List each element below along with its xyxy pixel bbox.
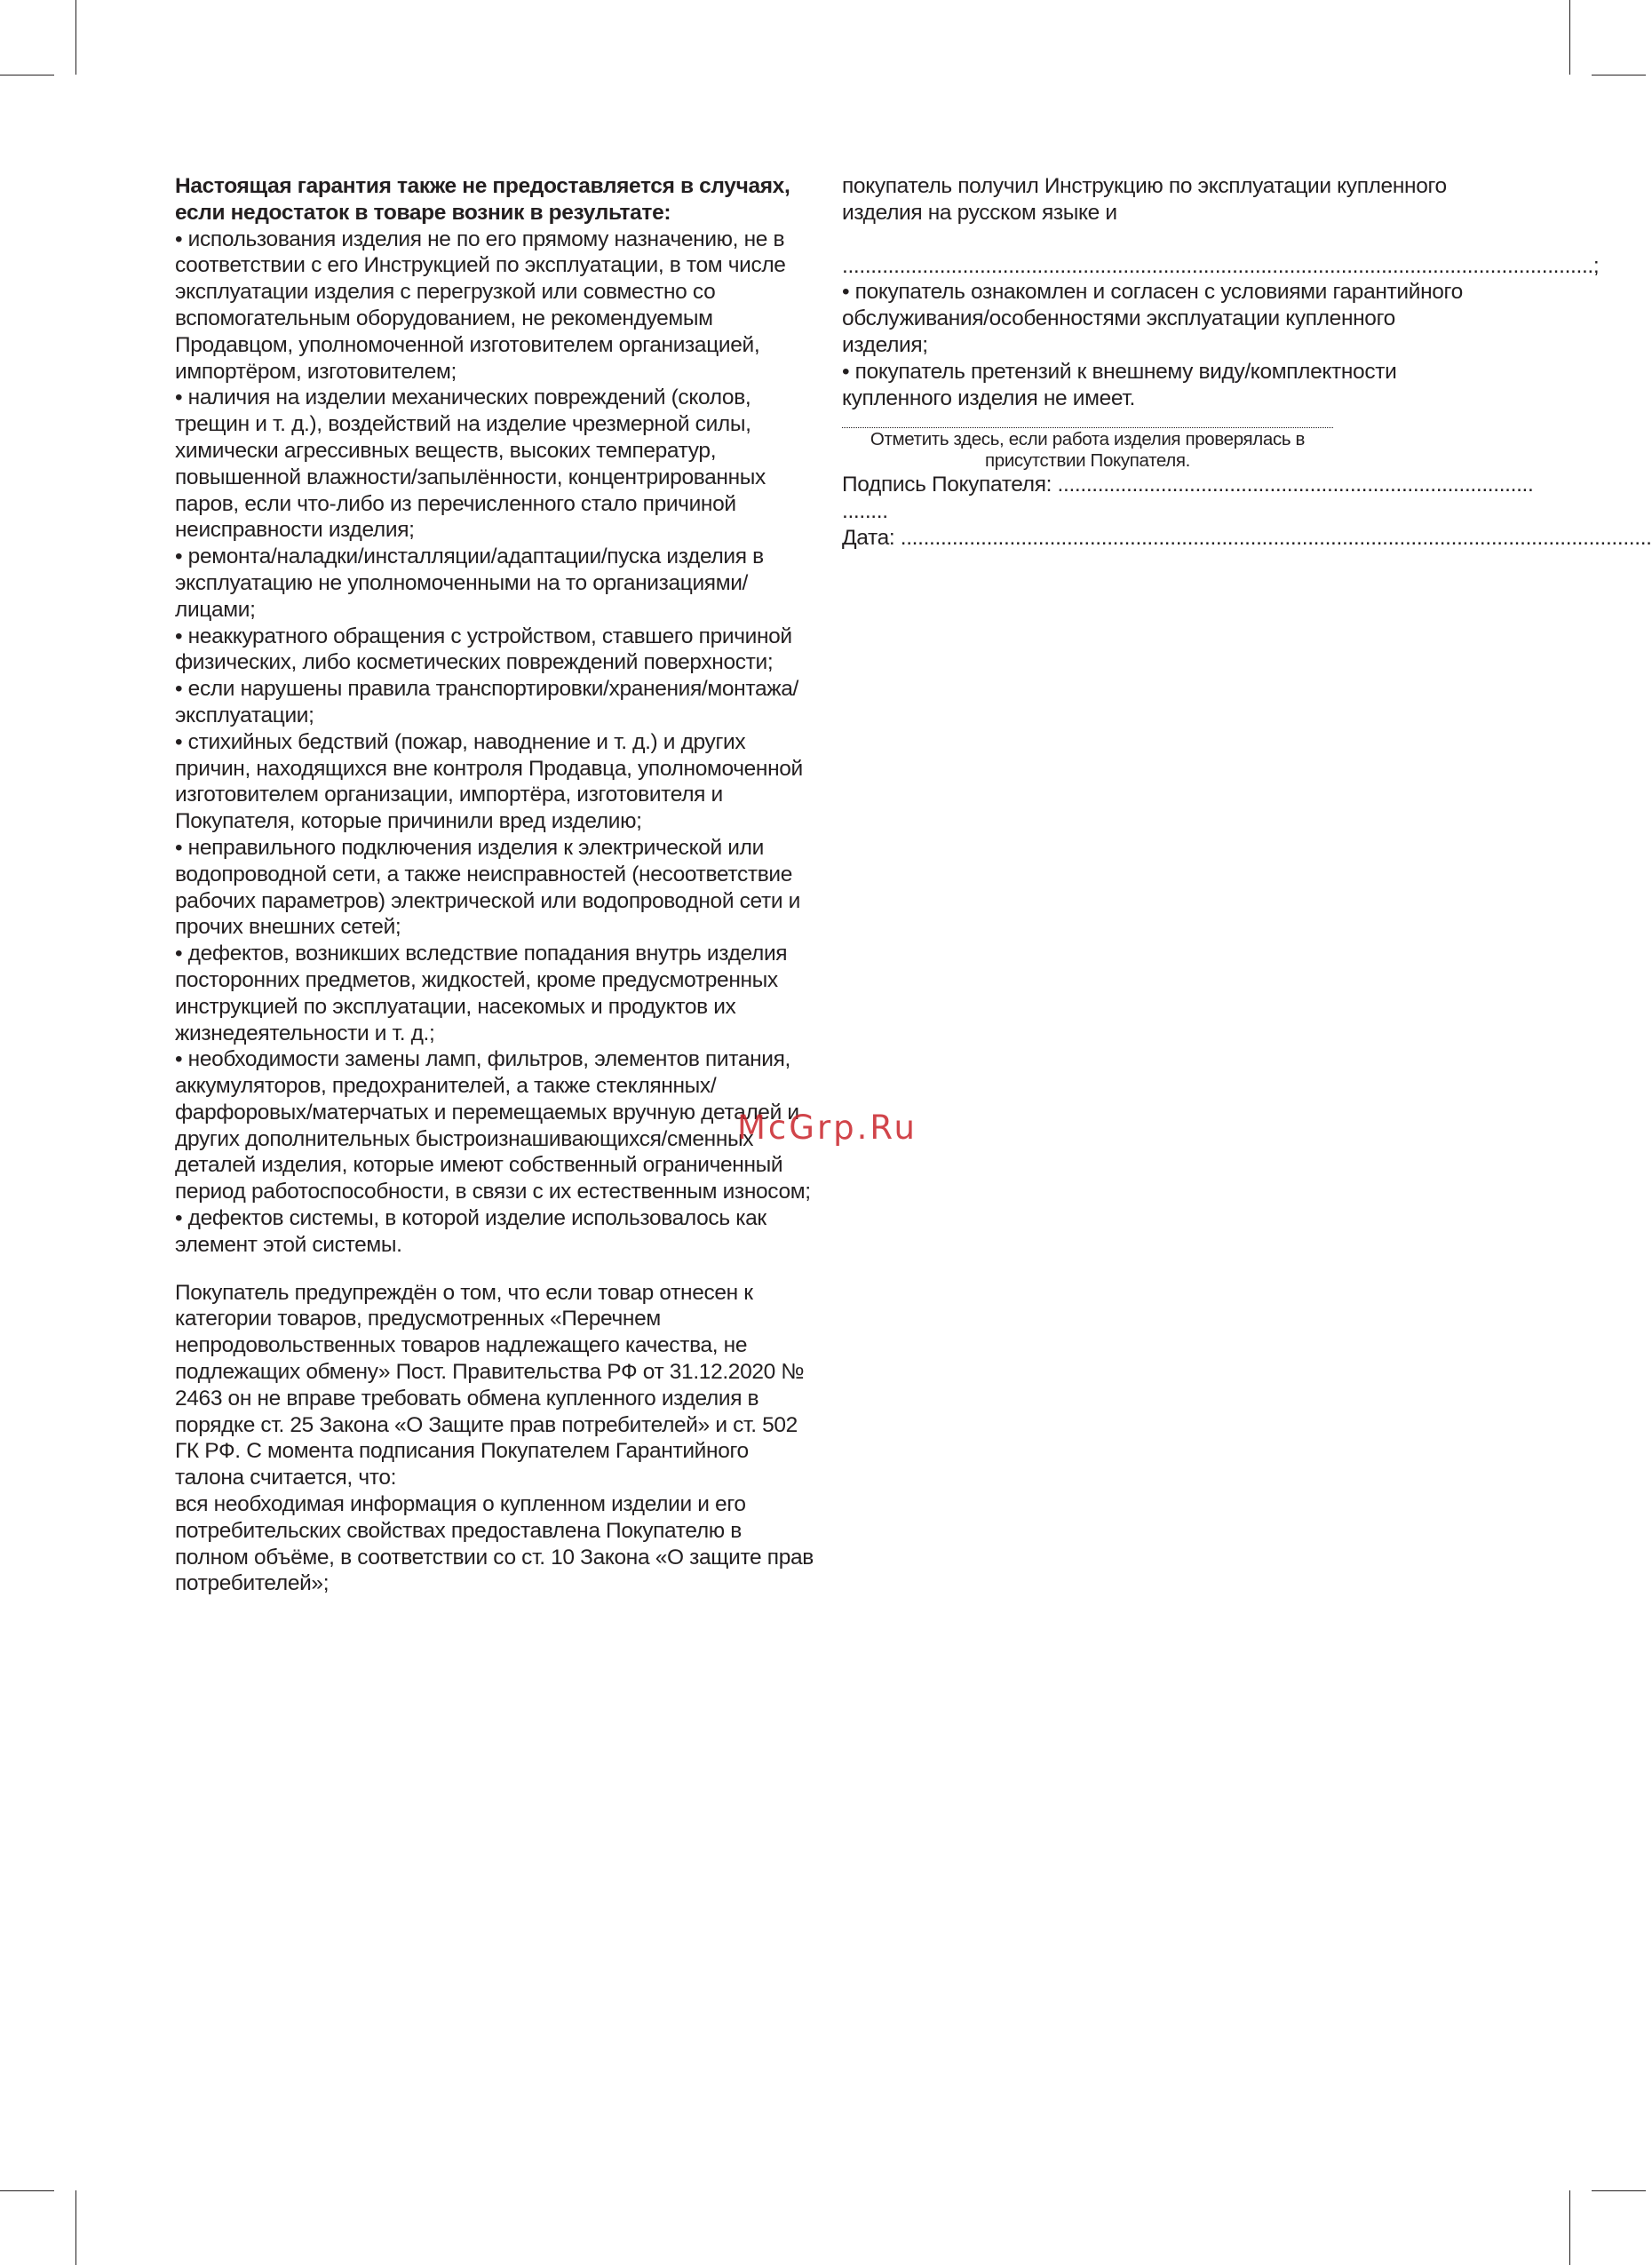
crop-mark bbox=[75, 2190, 76, 2265]
list-item: • неправильного подключения изделия к электрической или водопроводной сети, а также неисправностей (несоответствие рабочих параметров) электрической или водопроводной сети и прочих внешних сетей; bbox=[175, 835, 800, 940]
list-item: • если нарушены правила транспортировки/хранения/монтажа/эксплуатации; bbox=[175, 677, 798, 727]
date-field[interactable]: Дата: ................................................................................................................................... bbox=[842, 525, 1652, 550]
list-item: • стихийных бедствий (пожар, наводнение и т. д.) и других причин, находящихся вне контроля Продавца, уполномоченной изготовителем организации, импортёра, изготовителя и Покупателя, которые причинили вред изделию; bbox=[175, 729, 803, 834]
list-item: • ремонта/наладки/инсталляции/адаптации/пуска изделия в эксплуатацию не уполномоченными на то организациями/лицами; bbox=[175, 544, 764, 622]
list-item: • неаккуратного обращения с устройством, ставшего причиной физических, либо косметических повреждений поверхности; bbox=[175, 624, 792, 675]
crop-mark bbox=[1592, 75, 1646, 76]
crop-mark bbox=[1569, 0, 1570, 75]
crop-mark bbox=[1592, 2190, 1646, 2191]
list-item: • дефектов системы, в которой изделие использовалось как элемент этой системы. bbox=[175, 1206, 766, 1257]
blank-fill-line[interactable]: ...................................................................................................................................; bbox=[842, 253, 1600, 278]
signature-field-cont: ........ bbox=[842, 499, 888, 524]
list-item: • необходимости замены ламп, фильтров, элементов питания, аккумуляторов, предохранителей, а также стеклянных/фарфоровых/матерчатых и перемещаемых вручную деталей и других дополнительных быстроизнашивающихся/сменных деталей изделия, которые имеют собственный ограниченный период работоспособности, в связи с их естественным износом; bbox=[175, 1047, 811, 1204]
crop-mark bbox=[75, 0, 76, 75]
left-column bbox=[175, 173, 814, 1597]
list-item: • покупатель претензий к внешнему виду/комплектности купленного изделия не имеет. bbox=[842, 359, 1397, 410]
instruction-received-text: покупатель получил Инструкцию по эксплуатации купленного изделия на русском языке и bbox=[842, 174, 1447, 225]
watermark-logo: McGrp.Ru bbox=[737, 1109, 917, 1147]
crop-mark bbox=[0, 75, 54, 76]
signature-field[interactable]: Подпись Покупателя: ................................................................................... bbox=[842, 473, 1534, 497]
list-item: • дефектов, возникших вследствие попадания внутрь изделия посторонних предметов, жидкостей, кроме предусмотренных инструкцией по эксплуатации, насекомых и продуктов их жизнедеятельности и т. д.; bbox=[175, 942, 788, 1045]
list-item: • использования изделия не по его прямому назначению, не в соответствии с его Инструкцией по эксплуатации, в том числе эксплуатации изделия с перегрузкой или совместно со вспомогательным оборудованием, не рекомендуемым Продавцом, уполномоченной изготовителем организацией, импортёром, изготовителем; bbox=[175, 226, 786, 384]
check-note: Отметить здесь, если работа изделия проверялась в присутствии Покупателя. bbox=[870, 429, 1306, 472]
exchange-paragraph-cont: вся необходимая информация о купленном изделии и его потребительских свойствах предоставлена Покупателю в полном объёме, в соответствии со ст. 10 Закона «О защите прав потребителей»; bbox=[175, 1492, 814, 1596]
warranty-exclusions-heading: Настоящая гарантия также не предоставляется в случаях, если недостаток в товаре возник в результате: bbox=[175, 174, 790, 225]
crop-mark bbox=[0, 2190, 54, 2191]
right-column bbox=[842, 173, 1652, 552]
crop-mark bbox=[1569, 2190, 1570, 2265]
list-item: • наличия на изделии механических повреждений (сколов, трещин и т. д.), воздействий на изделие чрезмерной силы, химически агрессивных веществ, высоких температур, повышенной влажности/запылённости, концентрированных паров, если что-либо из перечисленного стало причиной неисправности изделия; bbox=[175, 385, 766, 543]
exchange-paragraph: Покупатель предупреждён о том, что если товар отнесен к категории товаров, предусмотренных «Перечнем непродовольственных товаров надлежащего качества, не подлежащих обмену» Пост. Правительства РФ от 31.12.2020 № 2463 он не вправе требовать обмена купленного изделия в порядке ст. 25 Закона «О Защите прав потребителей» и ст. 502 ГК РФ. С момента подписания Покупателем Гарантийного талона считается, что: bbox=[175, 1280, 805, 1490]
list-item: • покупатель ознакомлен и согласен с условиями гарантийного обслуживания/особенностями эксплуатации купленного изделия; bbox=[842, 280, 1463, 357]
